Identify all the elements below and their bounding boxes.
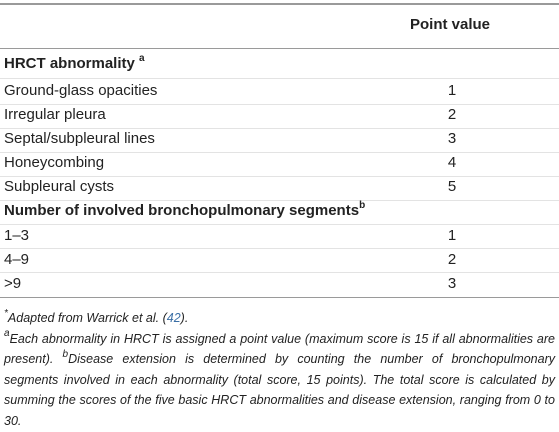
table-row-value: 4	[447, 154, 457, 171]
header-rule	[0, 48, 559, 49]
row-divider	[0, 248, 559, 249]
footnote-source: *Adapted from Warrick et al. (42).	[4, 307, 189, 325]
row-divider	[0, 200, 559, 201]
table-row-label: Subpleural cysts	[4, 178, 115, 195]
row-divider	[0, 104, 559, 105]
table-row-value: 3	[447, 275, 457, 292]
table-bottom-rule	[0, 297, 559, 298]
table-row-label: Septal/subpleural lines	[4, 130, 155, 147]
row-divider	[0, 176, 559, 177]
table-row-label: 1–3	[4, 227, 30, 244]
table-row-label: Honeycombing	[4, 154, 105, 171]
footnote-marker-a: a	[139, 53, 145, 64]
table-row-value: 1	[447, 227, 457, 244]
table-footnotes	[4, 308, 555, 431]
footnote-a-b: $^a$Each abnormality in HRCT is assigned a point value (maximum score is 15 if all abnormalities are present). $^b$Disease extension is determined by counting the number of bronchopulmonary segments involved in each abnormality (total score, 15 points). The total score is calculated by summing the scores of the five basic HRCT abnormalities and disease extension, ranging from 0 to 30.	[4, 328, 555, 428]
table-row-label: 4–9	[4, 251, 30, 268]
table-row-value: 2	[447, 106, 457, 123]
table-row-label: Ground-glass opacities	[4, 82, 158, 99]
footnote-marker-b: b	[359, 200, 366, 211]
column-header-point-value: Point value	[410, 16, 491, 33]
table-top-rule	[0, 3, 559, 5]
table-row-value: 3	[447, 130, 457, 147]
section-title-hrct: HRCT abnormality $^a$	[4, 53, 145, 72]
section-title-segments: Number of involved bronchopulmonary segments$^b$	[4, 200, 366, 219]
table-row-value: 1	[447, 82, 457, 99]
table-row-value: 5	[447, 178, 457, 195]
row-divider	[0, 272, 559, 273]
row-divider	[0, 152, 559, 153]
table-row-label: Irregular pleura	[4, 106, 106, 123]
table-row-label: >9	[4, 275, 22, 292]
row-divider	[0, 78, 559, 79]
row-divider	[0, 128, 559, 129]
table-row-value: 2	[447, 251, 457, 268]
reference-link[interactable]: 42	[166, 311, 181, 325]
row-divider	[0, 224, 559, 225]
